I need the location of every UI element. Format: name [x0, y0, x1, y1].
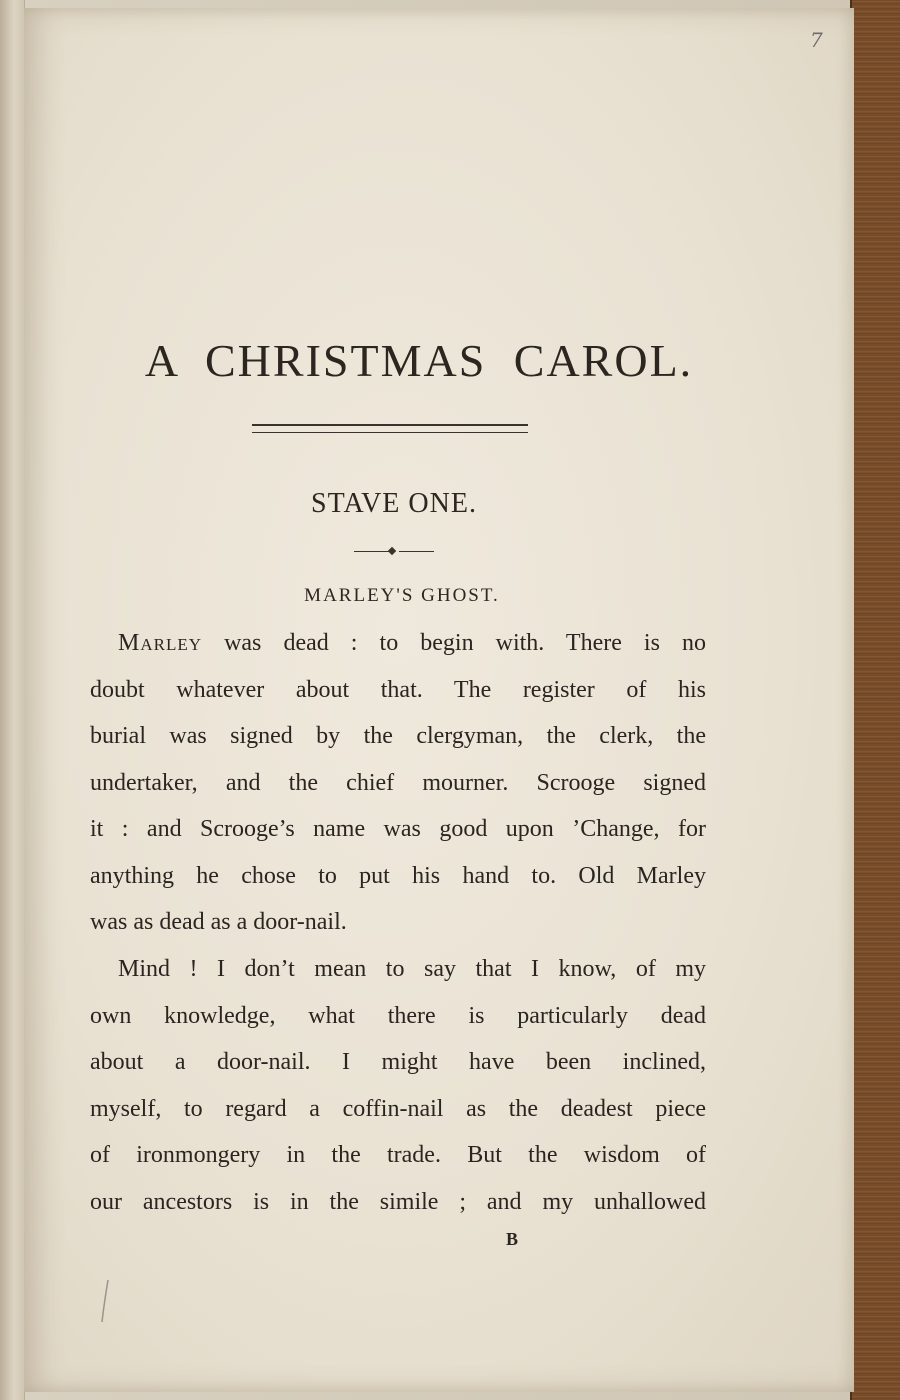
ornament-diamond-icon [388, 547, 396, 555]
ornament-line-right [399, 551, 434, 552]
line-text: was dead : to begin with. There is no [202, 630, 706, 656]
gutter-binding [0, 0, 25, 1400]
book-title: A CHRISTMAS CAROL. [144, 335, 694, 386]
double-rule-divider [252, 424, 528, 433]
opening-word: Marley [118, 630, 203, 656]
paragraph-1 [90, 620, 706, 946]
paragraph-2 [90, 946, 706, 1225]
book-page [24, 8, 854, 1392]
text-line: about a door-nail. I might have been inclined, [90, 1049, 706, 1075]
text-line: burial was signed by the clergyman, the clerk, the [90, 723, 706, 749]
ornament-divider [354, 545, 434, 559]
text-line: was as dead as a door-nail. [90, 909, 347, 935]
pencil-folio-number: 7 [810, 28, 823, 52]
ornament-line-left [354, 551, 389, 552]
text-line: myself, to regard a coffin-nail as the deadest piece [90, 1095, 706, 1122]
chapter-subheading: MARLEY'S GHOST. [304, 585, 500, 606]
signature-mark: B [506, 1229, 519, 1249]
pencil-mark-icon [96, 1278, 116, 1328]
text-line: undertaker, and the chief mourner. Scrooge signed [90, 769, 706, 796]
stave-heading: STAVE ONE. [311, 488, 477, 519]
text-line: it : and Scrooge’s name was good upon ’Change, for [90, 816, 706, 842]
text-line: doubt whatever about that. The register of his [90, 676, 706, 703]
text-line: own knowledge, what there is particularly dead [90, 1002, 706, 1029]
text-line: anything he chose to put his hand to. Old Marley [90, 862, 706, 889]
text-line [90, 620, 706, 667]
book-cover-edge [850, 0, 900, 1400]
text-line: Mind ! I don’t mean to say that I know, of my [118, 956, 706, 982]
text-line: of ironmongery in the trade. But the wisdom of [90, 1142, 706, 1168]
text-line: our ancestors is in the simile ; and my unhallowed [90, 1188, 706, 1215]
